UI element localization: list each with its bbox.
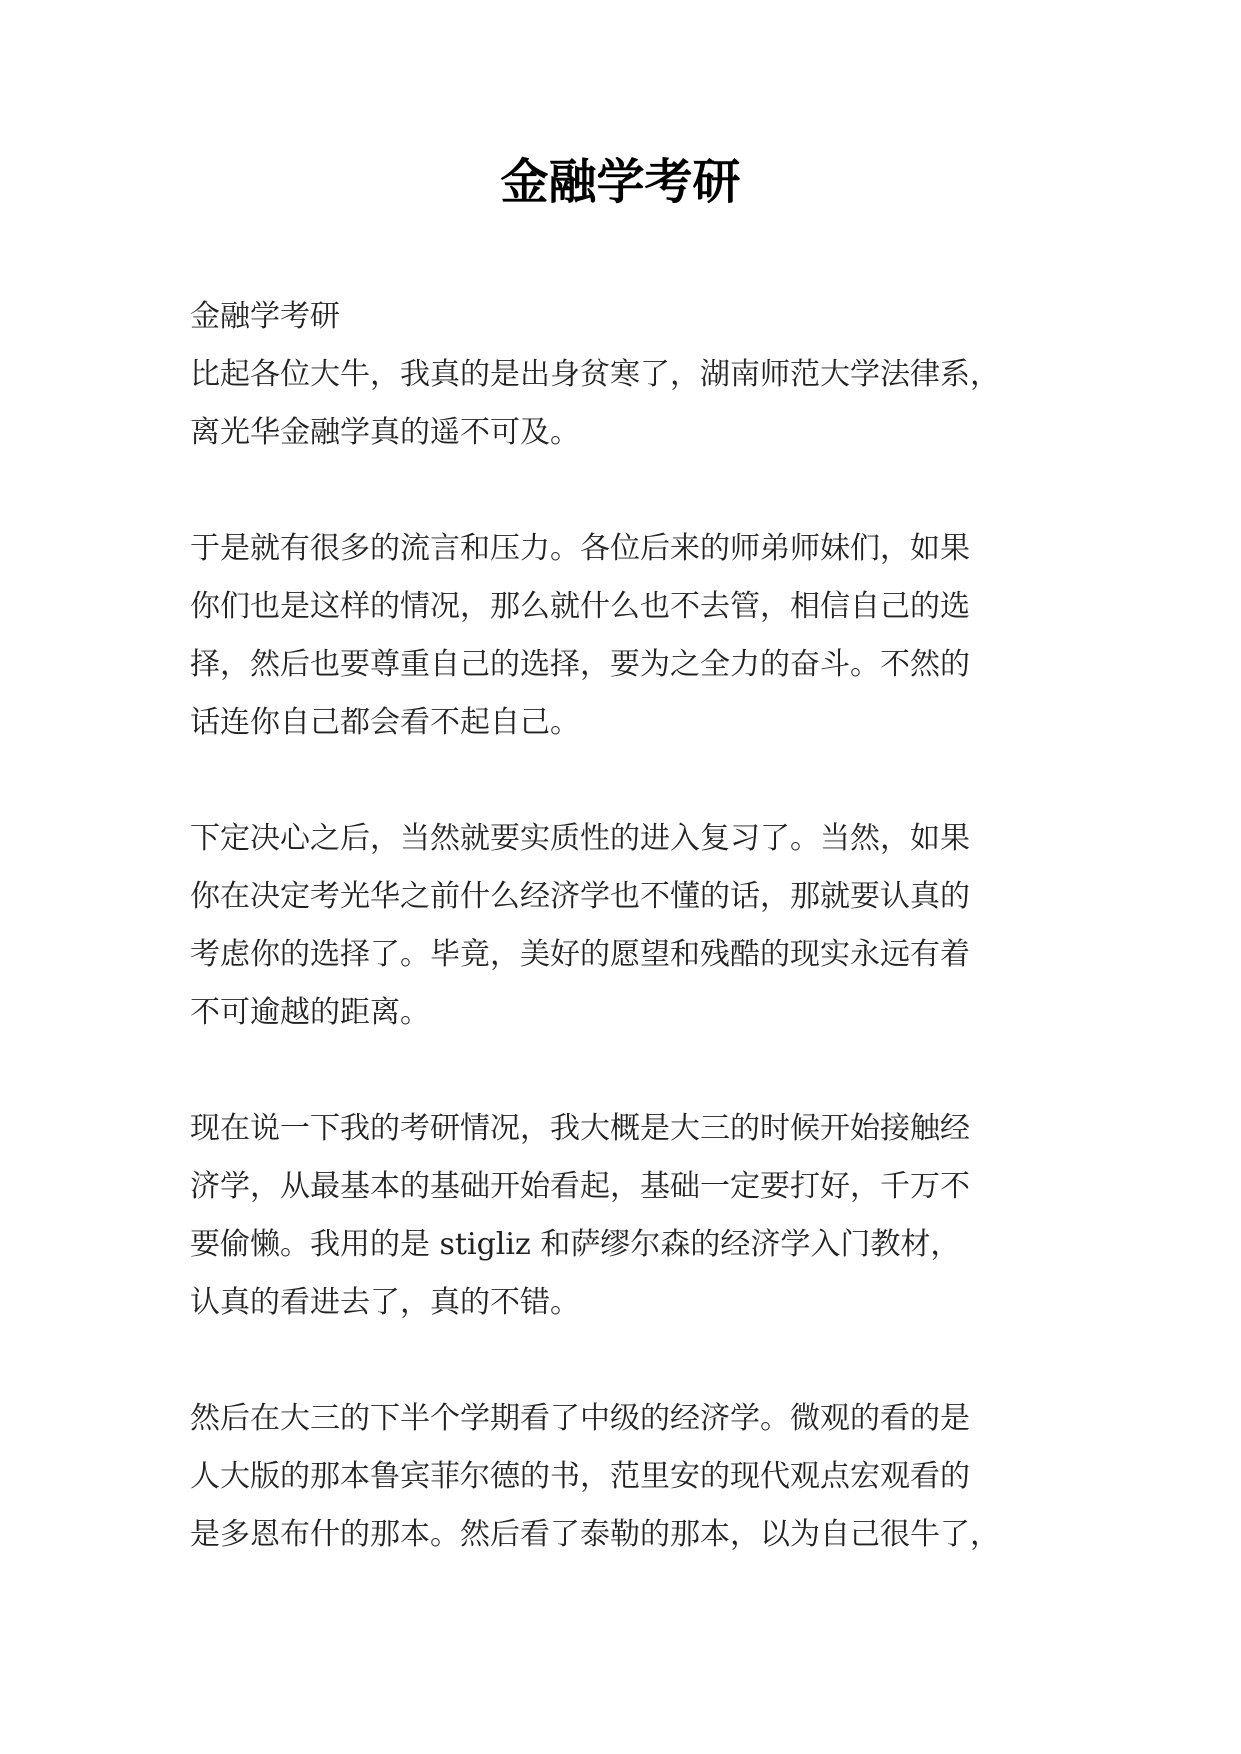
document-body [190,288,1060,1564]
subtitle-line: 金融学考研 [190,299,340,334]
paragraph-line: 考虑你的选择了。毕竟，美好的愿望和残酷的现实永远有着 [190,937,970,972]
paragraph-line: 认真的看进去了，真的不错。 [190,1285,580,1320]
paragraph-gap [190,462,1060,520]
paragraph-line: 是多恩布什的那本。然后看了泰勒的那本，以为自己很牛了， [190,1517,1000,1552]
paragraph-line: 择，然后也要尊重自己的选择，要为之全力的奋斗。不然的 [190,647,970,682]
paragraph-line: 然后在大三的下半个学期看了中级的经济学。微观的看的是 [190,1401,970,1436]
document-title: 金融学考研 [500,154,741,210]
paragraph-line: 下定决心之后，当然就要实质性的进入复习了。当然，如果 [190,821,970,856]
paragraph-line: 人大版的那本鲁宾菲尔德的书，范里安的现代观点宏观看的 [190,1459,970,1494]
paragraph-gap [190,752,1060,810]
paragraph-gap [190,1042,1060,1100]
paragraph-line: 你在决定考光华之前什么经济学也不懂的话，那就要认真的 [190,879,970,914]
paragraph-line: 话连你自己都会看不起自己。 [190,705,580,740]
paragraph-line: 济学，从最基本的基础开始看起，基础一定要打好，千万不 [190,1169,970,1204]
paragraph-line: 现在说一下我的考研情况，我大概是大三的时候开始接触经 [190,1111,970,1146]
paragraph-line: 你们也是这样的情况，那么就什么也不去管，相信自己的选 [190,589,970,624]
paragraph-line: 要偷懒。我用的是 stigliz 和萨缪尔森的经济学入门教材， [190,1227,961,1262]
paragraph-line: 于是就有很多的流言和压力。各位后来的师弟师妹们，如果 [190,531,970,566]
paragraph-line: 不可逾越的距离。 [190,995,430,1030]
paragraph-line: 比起各位大牛，我真的是出身贫寒了，湖南师范大学法律系， [190,357,1000,392]
paragraph-gap [190,1332,1060,1390]
paragraph-line: 离光华金融学真的遥不可及。 [190,415,580,450]
